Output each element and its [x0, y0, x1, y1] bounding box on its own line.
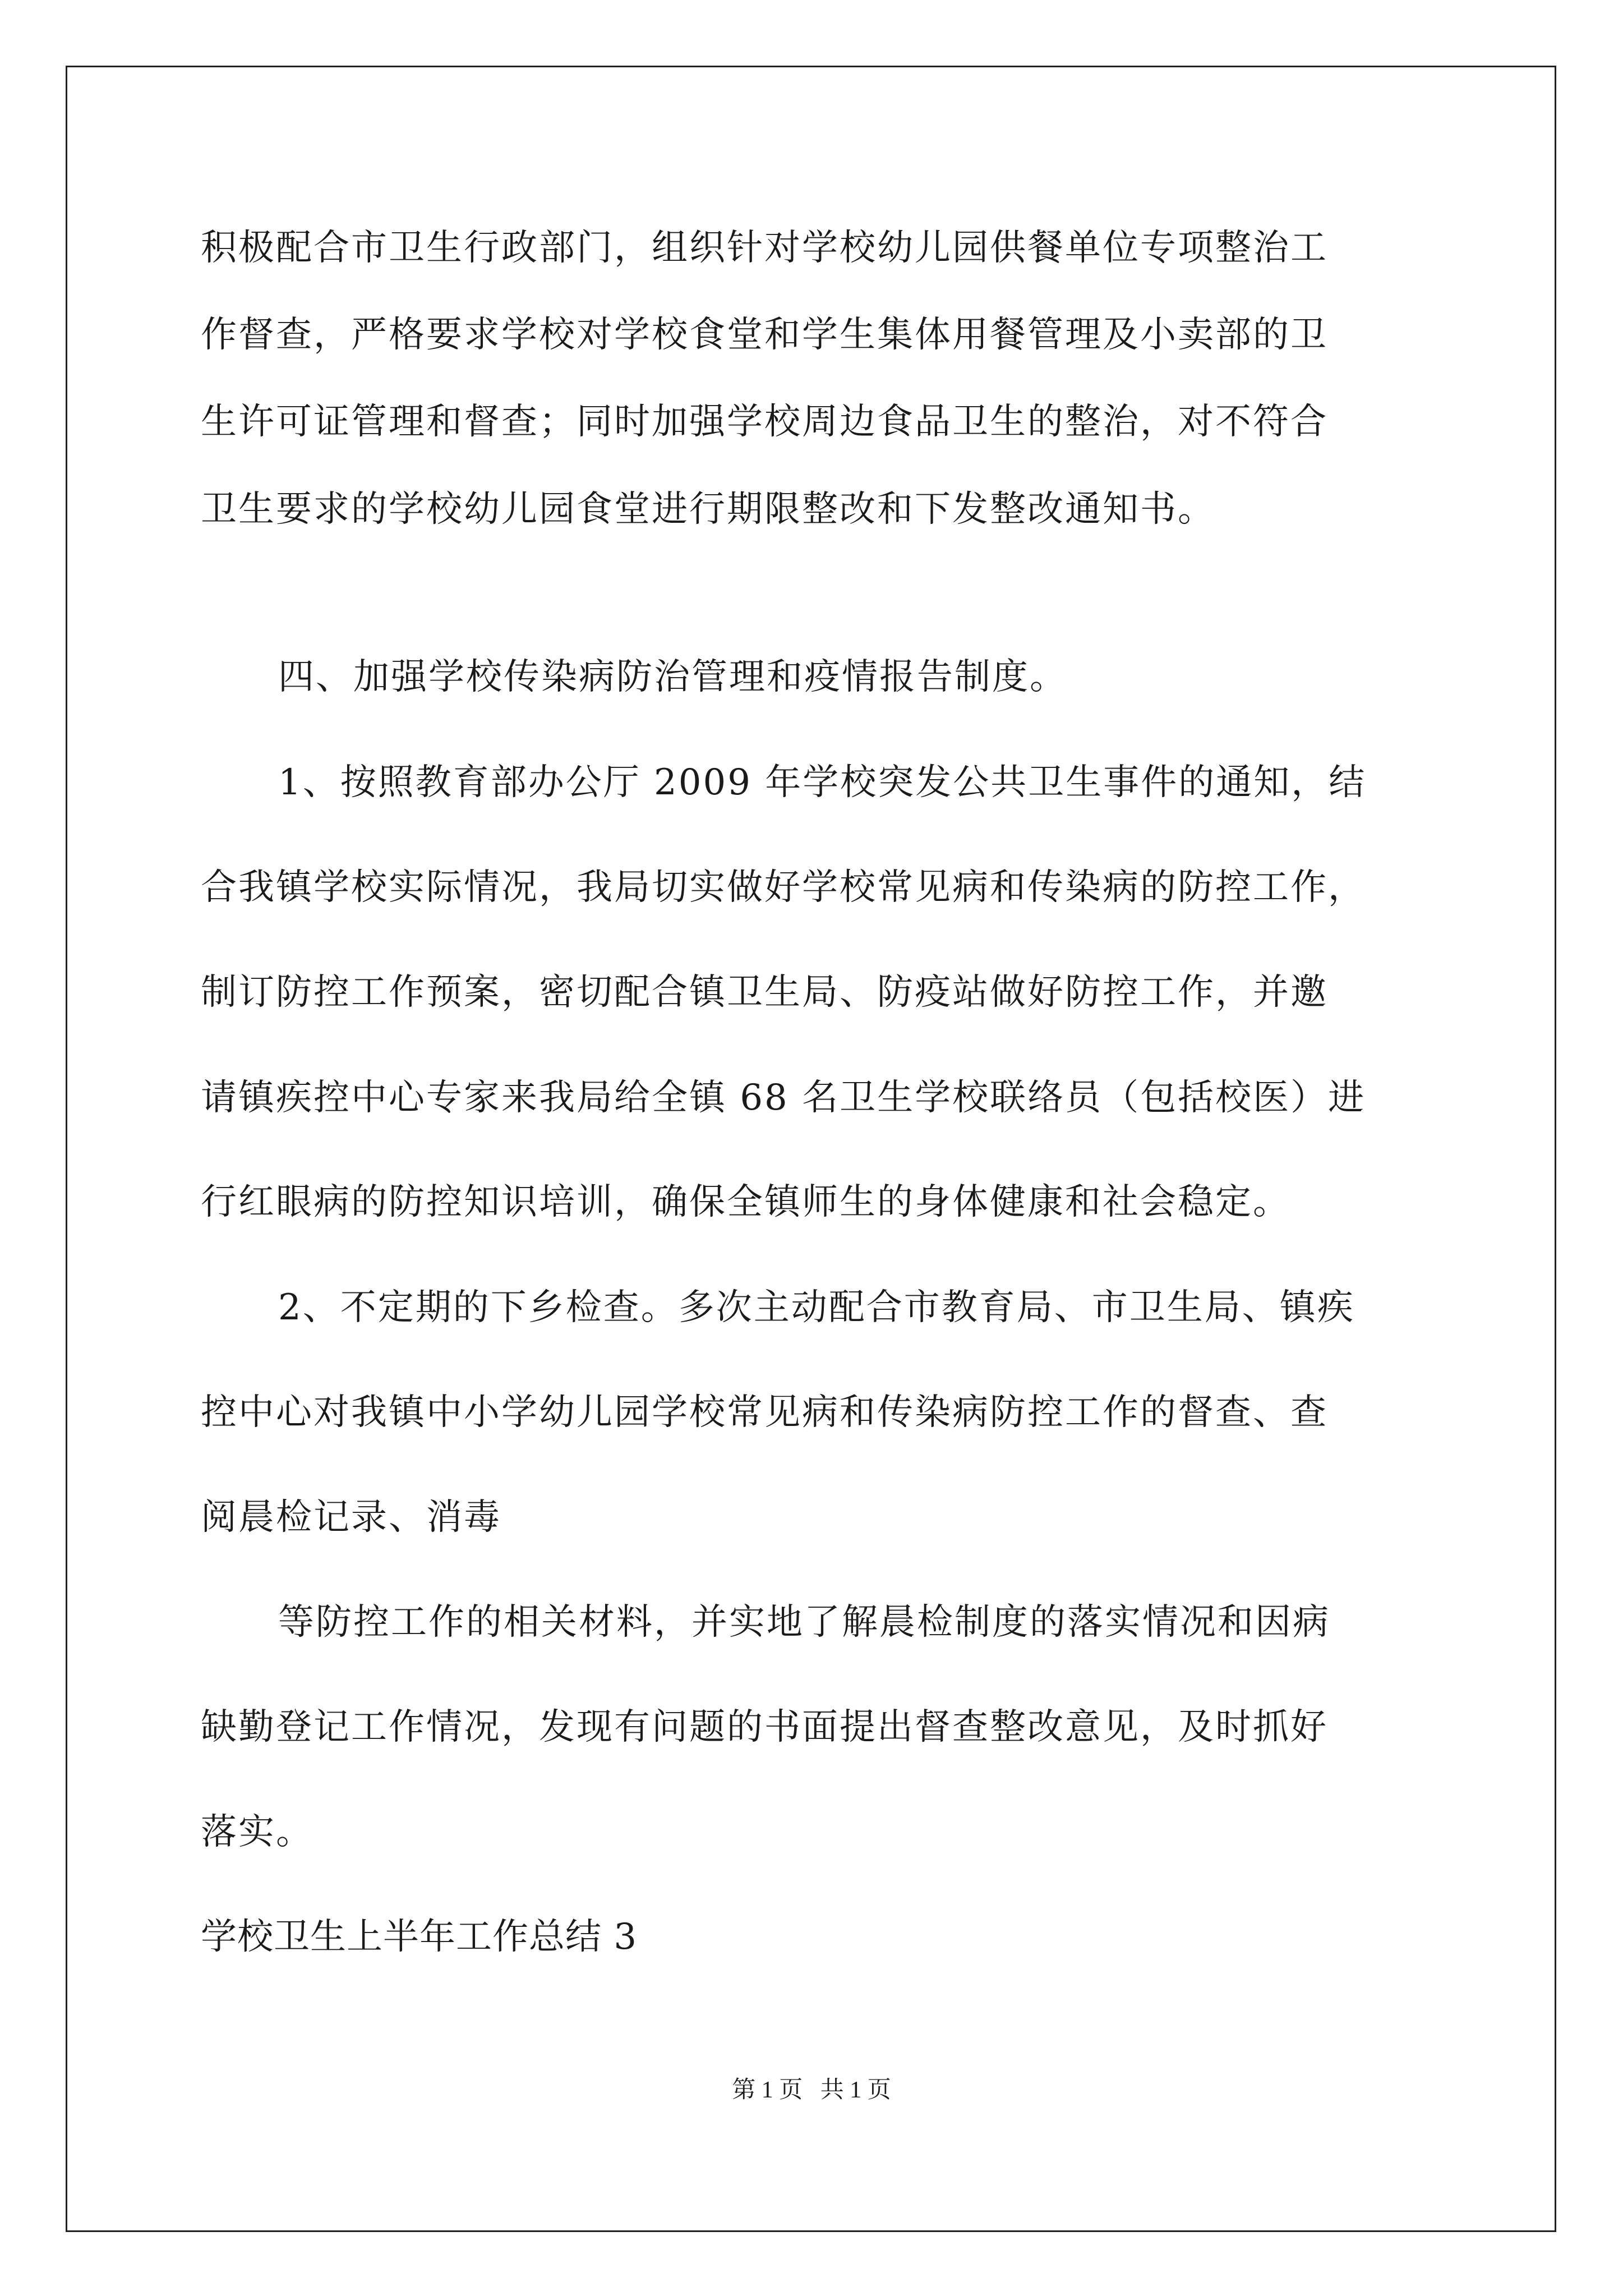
- section-title: 学校卫生上半年工作总结 3: [201, 1916, 638, 1958]
- paragraph-line: 合我镇学校实际情况，我局切实做好学校常见病和传染病的防控工作，: [201, 867, 1366, 908]
- paragraph-line: 1、按照教育部办公厅 2009 年学校突发公共卫生事件的通知，结: [278, 762, 1367, 803]
- paragraph-line: 缺勤登记工作情况，发现有问题的书面提出督查整改意见，及时抓好: [201, 1706, 1328, 1748]
- paragraph-line: 积极配合市卫生行政部门，组织针对学校幼儿园供餐单位专项整治工: [201, 227, 1328, 269]
- paragraph-line: 制订防控工作预案，密切配合镇卫生局、防疫站做好防控工作，并邀: [201, 972, 1328, 1013]
- paragraph-line: 2、不定期的下乡检查。多次主动配合市教育局、市卫生局、镇疾: [278, 1287, 1355, 1328]
- paragraph-line: 等防控工作的相关材料，并实地了解晨检制度的落实情况和因病: [278, 1602, 1330, 1643]
- paragraph-line: 请镇疾控中心专家来我局给全镇 68 名卫生学校联络员（包括校医）进: [201, 1077, 1366, 1119]
- paragraph-line: 作督查，严格要求学校对学校食堂和学生集体用餐管理及小卖部的卫: [201, 314, 1328, 356]
- paragraph-line: 控中心对我镇中小学幼儿园学校常见病和传染病防控工作的督查、查: [201, 1392, 1328, 1433]
- paragraph-line: 四、加强学校传染病防治管理和疫情报告制度。: [278, 656, 1067, 698]
- paragraph-line: 生许可证管理和督查；同时加强学校周边食品卫生的整治，对不符合: [201, 401, 1328, 443]
- paragraph-line: 行红眼病的防控知识培训，确保全镇师生的身体健康和社会稳定。: [201, 1181, 1290, 1223]
- paragraph-line: 卫生要求的学校幼儿园食堂进行期限整改和下发整改通知书。: [201, 489, 1215, 530]
- paragraph-line: 落实。: [201, 1811, 313, 1853]
- page-border: [66, 66, 1556, 2232]
- page-footer: 第 1 页 共 1 页: [732, 2077, 891, 2103]
- paragraph-line: 阅晨检记录、消毒: [201, 1497, 501, 1538]
